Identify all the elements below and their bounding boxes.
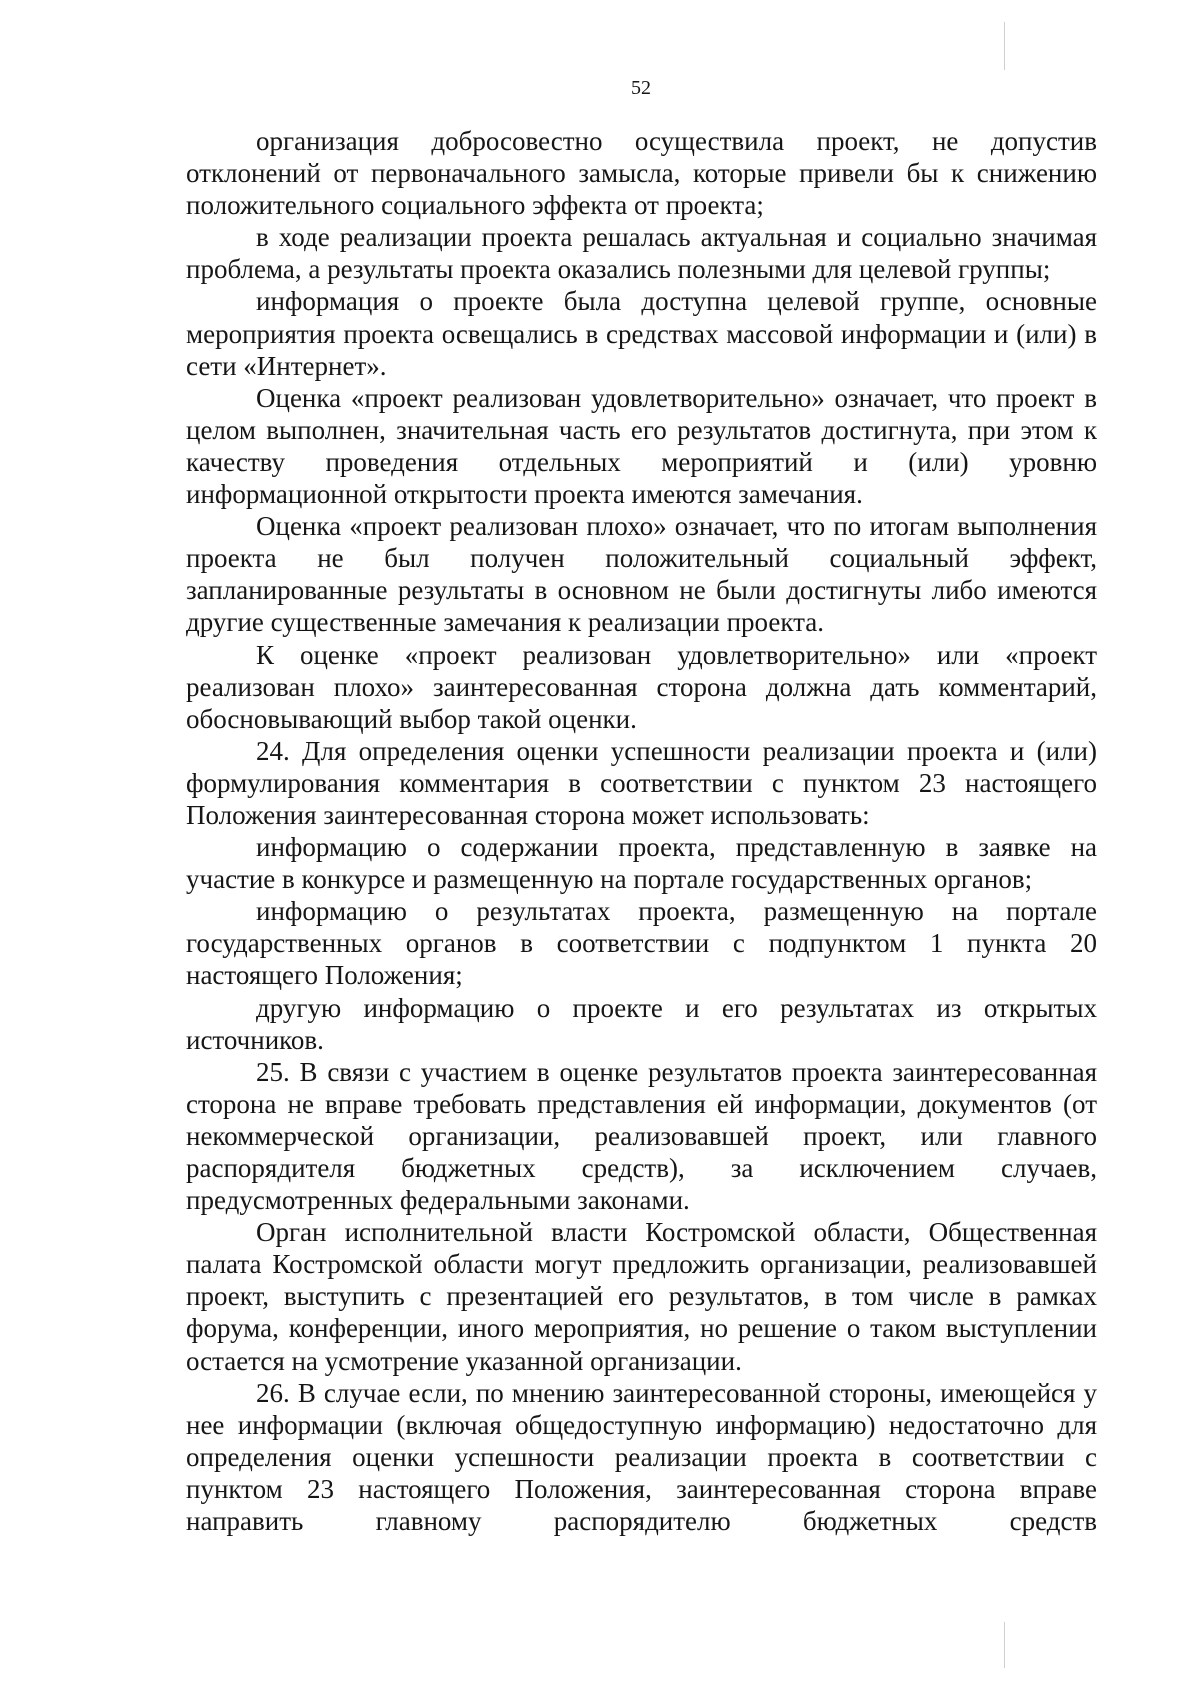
paragraph: информацию о содержании проекта, представленную в заявке на участие в конкурсе и размещенную на портале государственных органов; <box>186 832 1097 895</box>
page-number: 52 <box>631 77 651 99</box>
paragraph: 25. В связи с участием в оценке результатов проекта заинтересованная сторона не вправе требовать представления ей информации, документов (от некоммерческой организации, реализовавшей проект, или главного распорядителя бюджетных средств), за исключением случаев, предусмотренных федеральными законами. <box>186 1056 1097 1216</box>
paragraph: в ходе реализации проекта решалась актуальная и социально значимая проблема, а результаты проекта оказались полезными для целевой группы; <box>186 222 1097 285</box>
paragraph: К оценке «проект реализован удовлетворительно» или «проект реализован плохо» заинтересованная сторона должна дать комментарий, обосновывающий выбор такой оценки. <box>186 639 1097 734</box>
paragraph: другую информацию о проекте и его результатах из открытых источников. <box>186 992 1097 1055</box>
paragraph: Оценка «проект реализован удовлетворительно» означает, что проект в целом выполнен, значительная часть его результатов достигнута, при этом к качеству проведения отдельных мероприятий и (или) уровню информационной открытости проекта имеются замечания. <box>186 382 1097 510</box>
document-body <box>186 125 1097 1537</box>
paragraph: 24. Для определения оценки успешности реализации проекта и (или) формулирования комментария в соответствии с пунктом 23 настоящего Положения заинтересованная сторона может использовать: <box>186 735 1097 830</box>
paragraph: 26. В случае если, по мнению заинтересованной стороны, имеющейся у нее информации (включая общедоступную информацию) недостаточно для определения оценки успешности реализации проекта в соответствии с пунктом 23 настоящего Положения, заинтересованная сторона вправе направить главному распорядителю бюджетных средств <box>186 1377 1097 1537</box>
paragraph: информация о проекте была доступна целевой группе, основные мероприятия проекта освещались в средствах массовой информации и (или) в сети «Интернет». <box>186 286 1097 381</box>
paragraph: организация добросовестно осуществила проект, не допустив отклонений от первоначального замысла, которые привели бы к снижению положительного социального эффекта от проекта; <box>186 126 1097 221</box>
scan-edge-mark-bottom <box>1004 1622 1005 1668</box>
paragraph: Орган исполнительной власти Костромской области, Общественная палата Костромской области могут предложить организации, реализовавшей проект, выступить с презентацией его результатов, в том числе в рамках форума, конференции, иного мероприятия, но решение о таком выступлении остается на усмотрение указанной организации. <box>186 1217 1097 1376</box>
scan-edge-mark-top <box>1004 22 1005 70</box>
paragraph: информацию о результатах проекта, размещенную на портале государственных органов в соответствии с подпунктом 1 пункта 20 настоящего Положения; <box>186 896 1097 991</box>
paragraph: Оценка «проект реализован плохо» означает, что по итогам выполнения проекта не был получен положительный социальный эффект, запланированные результаты в основном не были достигнуты либо имеются другие существенные замечания к реализации проекта. <box>186 511 1097 638</box>
